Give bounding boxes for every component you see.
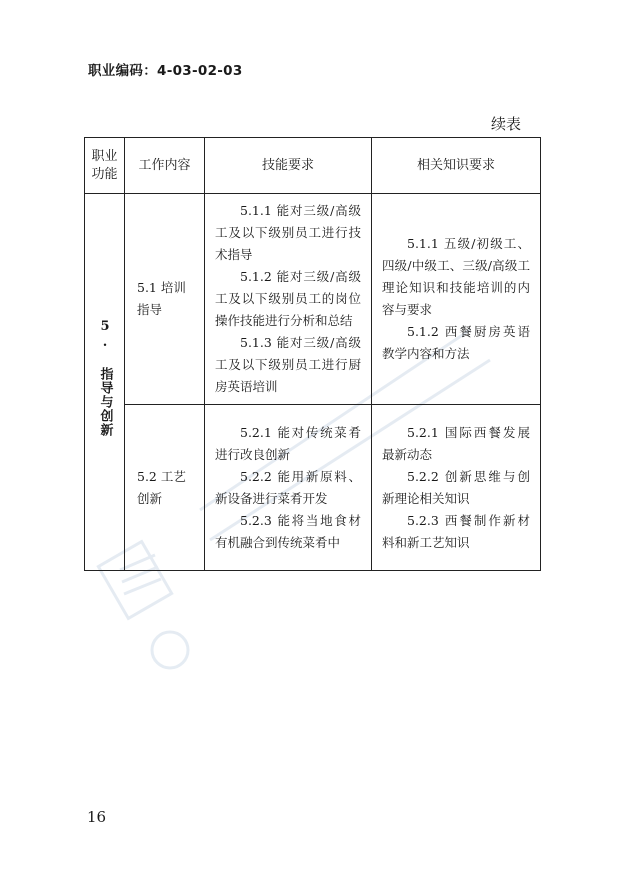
knowledge-item: 5.2.1 国际西餐发展最新动态	[382, 424, 530, 462]
knowledge-item: 5.1.1 五级/初级工、四级/中级工、三级/高级工理论知识和技能培训的内容与要求	[382, 236, 530, 317]
skill-item: 5.2.2 能用新原料、新设备进行菜肴开发	[215, 468, 361, 506]
header-function: 职业功能	[85, 138, 125, 194]
work-content-cell: 5.1 培训指导	[125, 194, 205, 405]
function-cell	[85, 194, 125, 571]
header-skill-requirements: 技能要求	[205, 138, 372, 194]
skill-item: 5.1.1 能对三级/高级工及以下级别员工进行技术指导	[215, 203, 361, 262]
knowledge-list-cell	[372, 194, 541, 405]
skill-item: 5.1.2 能对三级/高级工及以下级别员工的岗位操作技能进行分析和总结	[215, 269, 361, 328]
knowledge-item: 5.2.3 西餐制作新材料和新工艺知识	[382, 512, 530, 550]
header-knowledge-requirements: 相关知识要求	[372, 138, 541, 194]
table-row	[85, 405, 541, 571]
skill-list-cell	[205, 194, 372, 405]
function-label: 5. 指导与创新	[97, 319, 113, 437]
knowledge-item: 5.1.2 西餐厨房英语教学内容和方法	[382, 324, 530, 361]
knowledge-item: 5.2.2 创新思维与创新理论相关知识	[382, 468, 530, 506]
continued-table-label: 续表	[491, 115, 522, 133]
page-number: 16	[87, 808, 107, 826]
knowledge-list-cell	[372, 405, 541, 571]
skill-item: 5.2.1 能对传统菜肴进行改良创新	[215, 424, 361, 462]
header-work-content: 工作内容	[125, 138, 205, 194]
work-content-cell: 5.2 工艺创新	[125, 405, 205, 571]
skill-requirements-table	[84, 137, 541, 571]
job-code-header: 职业编码：4-03-02-03	[88, 63, 243, 79]
table-header-row	[85, 138, 541, 194]
table-row	[85, 194, 541, 405]
skill-item: 5.2.3 能将当地食材有机融合到传统菜肴中	[215, 512, 361, 550]
skill-list-cell	[205, 405, 372, 571]
skill-item: 5.1.3 能对三级/高级工及以下级别员工进行厨房英语培训	[215, 335, 361, 394]
